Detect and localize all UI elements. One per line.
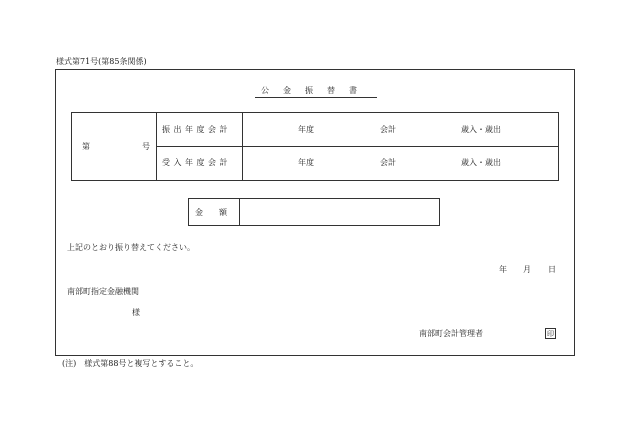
sender-name: 南部町会計管理者 bbox=[419, 329, 483, 338]
issuing-account-suffix: 会計 bbox=[380, 125, 396, 134]
instruction-text: 上記のとおり振り替えてください。 bbox=[67, 243, 195, 252]
table-row-divider bbox=[156, 146, 558, 147]
date-year-label: 年 bbox=[499, 265, 507, 274]
amount-box bbox=[188, 198, 440, 226]
number-label-suffix: 号 bbox=[142, 142, 150, 151]
date-month-label: 月 bbox=[523, 265, 531, 274]
issuing-income-expense: 歳入・歳出 bbox=[461, 125, 501, 134]
receiving-account-label: 受入年度会計 bbox=[162, 158, 231, 167]
transfer-table bbox=[71, 112, 559, 181]
footnote: (注) 様式第88号と複写とすること。 bbox=[62, 359, 199, 368]
recipient-name: 南部町指定金融機関 bbox=[67, 287, 139, 296]
honorific: 様 bbox=[132, 308, 140, 317]
number-label-prefix: 第 bbox=[82, 142, 90, 151]
amount-divider bbox=[239, 199, 240, 225]
receiving-year-suffix: 年度 bbox=[298, 158, 314, 167]
document-title: 公金振替書 bbox=[255, 87, 377, 98]
receiving-income-expense: 歳入・歳出 bbox=[461, 158, 501, 167]
receiving-account-suffix: 会計 bbox=[380, 158, 396, 167]
seal-mark: 印 bbox=[547, 330, 554, 338]
issuing-account-label: 振出年度会計 bbox=[162, 125, 231, 134]
amount-label: 金 額 bbox=[195, 208, 227, 217]
form-number: 様式第71号(第85条関係) bbox=[56, 57, 147, 66]
issuing-year-suffix: 年度 bbox=[298, 125, 314, 134]
date-day-label: 日 bbox=[548, 265, 556, 274]
